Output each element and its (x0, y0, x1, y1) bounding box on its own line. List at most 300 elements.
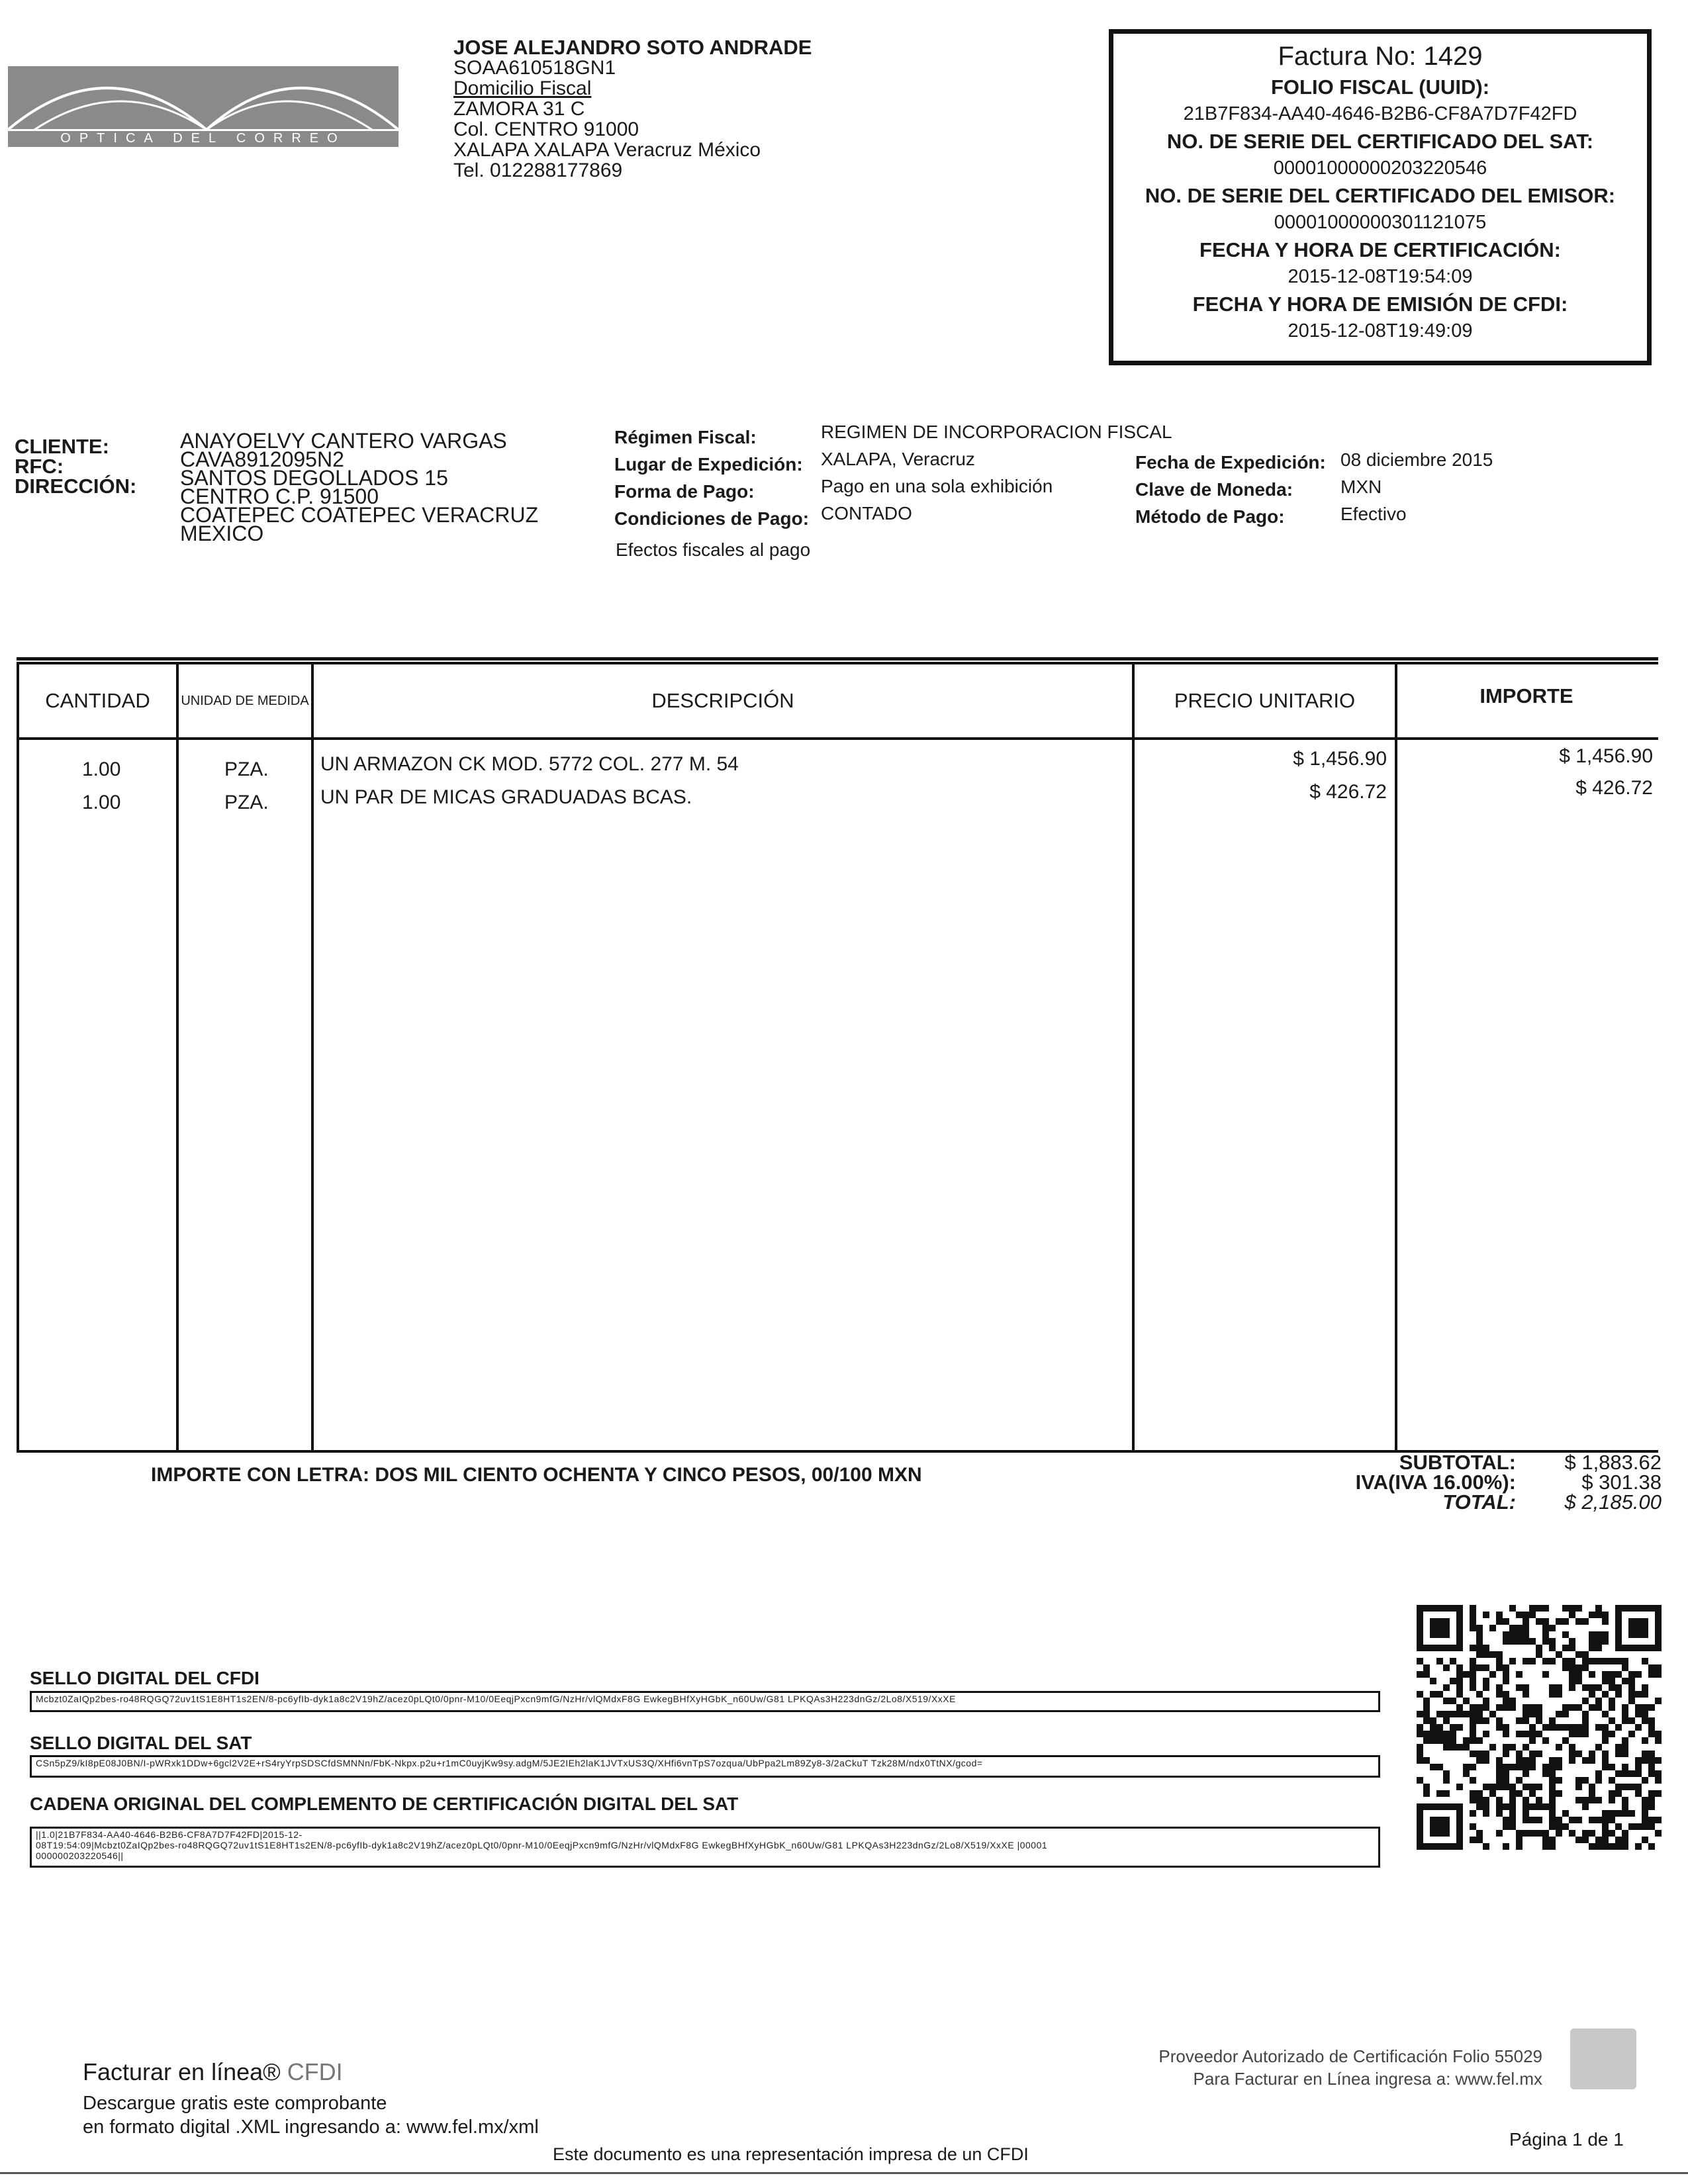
qr-module (1417, 1658, 1423, 1664)
qr-module (1622, 1803, 1628, 1810)
qr-module (1569, 1645, 1575, 1651)
qr-module (1542, 1770, 1549, 1777)
qr-module (1602, 1638, 1609, 1645)
qr-module (1496, 1618, 1503, 1625)
issuer-address-line: XALAPA XALAPA Veracruz México (453, 139, 761, 161)
qr-module (1549, 1717, 1556, 1724)
qr-module (1496, 1691, 1503, 1698)
qr-module (1589, 1784, 1595, 1790)
qr-module (1476, 1638, 1483, 1645)
qr-module (1523, 1744, 1529, 1751)
qr-module (1575, 1837, 1582, 1843)
qr-module (1589, 1751, 1595, 1757)
qr-module (1476, 1691, 1483, 1698)
qr-module (1536, 1751, 1542, 1757)
qr-module (1503, 1638, 1509, 1645)
qr-module (1523, 1784, 1529, 1790)
qr-module (1589, 1843, 1595, 1850)
iva-label: IVA(IVA 16.00%): (1355, 1471, 1516, 1494)
qr-module (1648, 1671, 1655, 1678)
subtotal-label: SUBTOTAL: (1399, 1451, 1516, 1474)
sello-cfdi-label: SELLO DIGITAL DEL CFDI (30, 1668, 259, 1688)
qr-module (1602, 1618, 1609, 1625)
qr-module (1516, 1731, 1523, 1737)
metodo-label: Método de Pago: (1135, 506, 1285, 527)
qr-module (1496, 1651, 1503, 1658)
serie-sat-label: NO. DE SERIE DEL CERTIFICADO DEL SAT: (1166, 130, 1594, 153)
qr-module (1609, 1658, 1615, 1664)
qr-module (1622, 1843, 1628, 1850)
qr-module (1456, 1704, 1463, 1711)
representation-note: Este documento es una representación impresa de un CFDI (553, 2144, 1029, 2164)
qr-module (1496, 1612, 1503, 1618)
qr-module (1483, 1678, 1489, 1684)
issuer-address-line: Col. CENTRO 91000 (453, 118, 639, 140)
qr-module (1575, 1605, 1582, 1612)
qr-module (1569, 1684, 1575, 1691)
qr-module (1569, 1671, 1575, 1678)
cadena-line: ||1.0|21B7F834-AA40-4646-B2B6-CF8A7D7F42FD|2015-12- (36, 1829, 303, 1840)
qr-module (1575, 1671, 1582, 1678)
qr-module (1648, 1717, 1655, 1724)
qr-module (1642, 1751, 1648, 1757)
qr-module (1609, 1797, 1615, 1803)
qr-module (1430, 1764, 1436, 1770)
qr-module (1496, 1704, 1503, 1711)
qr-module (1503, 1784, 1509, 1790)
qr-module (1582, 1837, 1589, 1843)
qr-module (1423, 1731, 1430, 1737)
qr-module (1556, 1651, 1562, 1658)
qr-module (1595, 1704, 1602, 1711)
qr-module (1569, 1664, 1575, 1671)
qr-module (1542, 1605, 1549, 1612)
qr-module (1523, 1711, 1529, 1717)
bottom-rule (0, 2172, 1688, 2174)
qr-module (1476, 1645, 1483, 1651)
qr-module (1582, 1698, 1589, 1704)
qr-module (1562, 1658, 1569, 1664)
qr-module (1569, 1830, 1575, 1837)
qr-module (1562, 1823, 1569, 1830)
qr-module (1476, 1797, 1483, 1803)
payment-labels (1135, 449, 1326, 530)
qr-module (1582, 1618, 1589, 1625)
qr-module (1602, 1691, 1609, 1698)
qr-module (1622, 1658, 1628, 1664)
qr-module (1523, 1731, 1529, 1737)
qr-module (1456, 1691, 1463, 1698)
qr-module (1575, 1678, 1582, 1684)
qr-module (1529, 1764, 1536, 1770)
qr-module (1549, 1625, 1556, 1631)
qr-finder (1430, 1817, 1450, 1837)
qr-module (1483, 1803, 1489, 1810)
qr-module (1496, 1717, 1503, 1724)
qr-module (1423, 1664, 1430, 1671)
qr-module (1589, 1704, 1595, 1711)
qr-module (1463, 1744, 1470, 1751)
qr-module (1609, 1764, 1615, 1770)
regimen-label: Régimen Fiscal: (614, 427, 757, 447)
serie-emisor: 00001000000301121075 (1274, 212, 1487, 233)
fel-description (83, 2091, 539, 2139)
qr-module (1615, 1751, 1622, 1757)
qr-module (1523, 1691, 1529, 1698)
qr-module (1529, 1803, 1536, 1810)
qr-module (1642, 1797, 1648, 1803)
header-importe: IMPORTE (1479, 684, 1573, 707)
lugar-label: Lugar de Expedición: (614, 454, 803, 475)
qr-module (1556, 1777, 1562, 1784)
qr-module (1615, 1744, 1622, 1751)
qr-module (1463, 1764, 1470, 1770)
qr-module (1443, 1698, 1450, 1704)
qr-module (1417, 1731, 1423, 1737)
qr-module (1516, 1625, 1523, 1631)
qr-module (1569, 1704, 1575, 1711)
serie-emisor-label: NO. DE SERIE DEL CERTIFICADO DEL EMISOR: (1145, 184, 1616, 207)
qr-module (1516, 1757, 1523, 1764)
qr-module (1470, 1605, 1476, 1612)
iva-value: $ 301.38 (1581, 1471, 1662, 1494)
qr-module (1549, 1770, 1556, 1777)
qr-module (1642, 1837, 1648, 1843)
row-descripcion: UN ARMAZON CK MOD. 5772 COL. 277 M. 54 (320, 753, 739, 775)
qr-module (1595, 1605, 1602, 1612)
condiciones-label: Condiciones de Pago: (614, 508, 810, 529)
qr-module (1496, 1684, 1503, 1691)
qr-module (1509, 1764, 1516, 1770)
qr-module (1476, 1737, 1483, 1744)
qr-module (1443, 1790, 1450, 1797)
qr-module (1476, 1631, 1483, 1638)
qr-module (1423, 1698, 1430, 1704)
qr-module (1483, 1784, 1489, 1790)
column-divider (311, 664, 314, 1450)
qr-module (1436, 1737, 1443, 1744)
qr-module (1562, 1605, 1569, 1612)
qr-module (1489, 1625, 1496, 1631)
qr-module (1642, 1711, 1648, 1717)
qr-module (1549, 1797, 1556, 1803)
qr-module (1556, 1684, 1562, 1691)
table-header-divider (19, 737, 1658, 740)
qr-module (1582, 1711, 1589, 1717)
qr-module (1542, 1638, 1549, 1645)
qr-module (1622, 1830, 1628, 1837)
qr-module (1436, 1711, 1443, 1717)
qr-module (1569, 1817, 1575, 1823)
qr-module (1496, 1658, 1503, 1664)
qr-module (1503, 1777, 1509, 1784)
total-value: $ 2,185.00 (1564, 1490, 1662, 1514)
sello-sat-label: SELLO DIGITAL DEL SAT (30, 1733, 252, 1753)
fecha-value: 08 diciembre 2015 (1340, 449, 1493, 470)
qr-module (1575, 1704, 1582, 1711)
qr-module (1628, 1684, 1635, 1691)
table-top-rule (17, 657, 1658, 660)
qr-module (1615, 1684, 1622, 1691)
qr-module (1542, 1837, 1549, 1843)
qr-module (1523, 1631, 1529, 1638)
qr-module (1430, 1678, 1436, 1684)
qr-module (1476, 1830, 1483, 1837)
qr-module (1549, 1658, 1556, 1664)
qr-module (1417, 1711, 1423, 1717)
row-unidad: PZA. (224, 758, 269, 780)
qr-module (1509, 1797, 1516, 1803)
qr-module (1589, 1684, 1595, 1691)
qr-module (1602, 1612, 1609, 1618)
qr-module (1648, 1751, 1655, 1757)
qr-module (1476, 1790, 1483, 1797)
qr-module (1436, 1691, 1443, 1698)
qr-module (1503, 1731, 1509, 1737)
qr-module (1622, 1784, 1628, 1790)
provider-line: Proveedor Autorizado de Certificación Folio 55029 (1158, 2046, 1542, 2066)
qr-module (1602, 1837, 1609, 1843)
qr-module (1582, 1658, 1589, 1664)
fiscal-values (821, 418, 1172, 527)
qr-module (1622, 1770, 1628, 1777)
qr-module (1582, 1651, 1589, 1658)
qr-module (1542, 1803, 1549, 1810)
qr-module (1615, 1843, 1622, 1850)
qr-module (1602, 1724, 1609, 1731)
qr-module (1496, 1664, 1503, 1671)
qr-module (1536, 1605, 1542, 1612)
qr-module (1470, 1764, 1476, 1770)
qr-module (1602, 1631, 1609, 1638)
qr-module (1536, 1717, 1542, 1724)
sello-sat-value: CSn5pZ9/kI8pE08J0BN/I-pWRxk1DDw+6gcl2V2E+rS4ryYrpSDSCfdSMNNn/FbK-Nkpx.p2u+r1mC0uyjKw9sy.adgM/5JE2IEh2laK1JVTxUS3Q/XHfi6vnTpS7ozqua/UbPpa2Lm89Zy8-3/2aCkuT Tzk28M/ndx0TtNX/gcod= (36, 1758, 983, 1768)
qr-module (1609, 1830, 1615, 1837)
sello-cfdi-value: Mcbzt0ZaIQp2bes-ro48RQGQ72uv1tS1E8HT1s2EN/8-pc6yfIb-dyk1a8c2V19hZ/acez0pLQt0/0pnr-M10/0EeqjPxcn9mfG/NzHr/vlQMdxF8G EwkegBHfXyHGbK_n60Uw/G81 LPKQAs3H223dnGz/2Lo8/X519/XxXE (36, 1694, 956, 1704)
qr-module (1575, 1817, 1582, 1823)
qr-module (1595, 1638, 1602, 1645)
qr-module (1556, 1764, 1562, 1770)
qr-module (1436, 1731, 1443, 1737)
page-number: Página 1 de 1 (1509, 2129, 1624, 2150)
qr-module (1609, 1678, 1615, 1684)
row-cantidad: 1.00 (82, 758, 121, 780)
qr-module (1423, 1737, 1430, 1744)
qr-module (1575, 1651, 1582, 1658)
qr-module (1648, 1790, 1655, 1797)
qr-module (1542, 1830, 1549, 1837)
fel-desc-line: Descargue gratis este comprobante (83, 2093, 387, 2114)
qr-module (1622, 1664, 1628, 1671)
qr-module (1589, 1612, 1595, 1618)
qr-module (1582, 1777, 1589, 1784)
qr-module (1549, 1764, 1556, 1770)
qr-module (1529, 1757, 1536, 1764)
qr-module (1523, 1625, 1529, 1631)
qr-module (1450, 1737, 1456, 1744)
qr-module (1536, 1797, 1542, 1803)
qr-module (1516, 1843, 1523, 1850)
client-name: ANAYOELVY CANTERO VARGAS (180, 429, 507, 453)
qr-module (1529, 1612, 1536, 1618)
qr-module (1496, 1770, 1503, 1777)
qr-module (1615, 1823, 1622, 1830)
qr-module (1483, 1698, 1489, 1704)
qr-module (1609, 1684, 1615, 1691)
qr-module (1523, 1658, 1529, 1664)
qr-module (1509, 1605, 1516, 1612)
qr-module (1443, 1711, 1450, 1717)
qr-module (1569, 1638, 1575, 1645)
items-table (17, 662, 1658, 1453)
importe-con-letra: IMPORTE CON LETRA: DOS MIL CIENTO OCHENTA Y CINCO PESOS, 00/100 MXN (151, 1464, 922, 1486)
qr-module (1628, 1717, 1635, 1724)
fecha-label: Fecha de Expedición: (1135, 452, 1326, 473)
column-divider (176, 664, 179, 1450)
cadena-line: 08T19:54:09|Mcbzt0ZaIQp2bes-ro48RQGQ72uv1tS1E8HT1s2EN/8-pc6yfIb-dyk1a8c2V19hZ/acez0pLQt0/0pnr-M10/0EeqjPxcn9mfG/NzHr/vlQMdxF8G EwkegBHfXyHGbK_n60Uw/G81 LPKQAs3H223dnGz/2Lo8/X519/XxXE |00001 (36, 1840, 1048, 1850)
qr-module (1450, 1698, 1456, 1704)
qr-module (1549, 1645, 1556, 1651)
qr-module (1476, 1625, 1483, 1631)
qr-module (1536, 1711, 1542, 1717)
qr-module (1648, 1757, 1655, 1764)
qr-module (1635, 1691, 1642, 1698)
qr-module (1503, 1664, 1509, 1671)
qr-module (1542, 1737, 1549, 1744)
qr-module (1622, 1837, 1628, 1843)
qr-module (1582, 1684, 1589, 1691)
qr-module (1483, 1684, 1489, 1691)
qr-module (1470, 1704, 1476, 1711)
qr-module (1423, 1711, 1430, 1717)
invoice-info-box (1109, 29, 1652, 365)
qr-module (1642, 1803, 1648, 1810)
qr-module (1642, 1684, 1648, 1691)
qr-module (1503, 1724, 1509, 1731)
qr-module (1628, 1823, 1635, 1830)
qr-module (1523, 1764, 1529, 1770)
qr-module (1562, 1704, 1569, 1711)
qr-module (1562, 1810, 1569, 1817)
client-address-line: SANTOS DEGOLLADOS 15 (180, 466, 448, 490)
qr-module (1549, 1757, 1556, 1764)
qr-module (1536, 1645, 1542, 1651)
qr-module (1556, 1817, 1562, 1823)
qr-module (1456, 1684, 1463, 1691)
qr-module (1516, 1671, 1523, 1678)
qr-module (1509, 1704, 1516, 1711)
qr-module (1615, 1671, 1622, 1678)
qr-module (1562, 1724, 1569, 1731)
qr-module (1523, 1770, 1529, 1777)
qr-module (1648, 1770, 1655, 1777)
qr-module (1417, 1724, 1423, 1731)
qr-module (1595, 1658, 1602, 1664)
qr-module (1483, 1797, 1489, 1803)
qr-module (1556, 1823, 1562, 1830)
row-importe: $ 426.72 (1575, 777, 1653, 799)
provider-info (1112, 2045, 1542, 2090)
qr-module (1602, 1658, 1609, 1664)
issuer-rfc: SOAA610518GN1 (453, 57, 616, 79)
qr-module (1470, 1671, 1476, 1678)
qr-module (1569, 1751, 1575, 1757)
qr-module (1569, 1605, 1575, 1612)
qr-module (1595, 1612, 1602, 1618)
qr-module (1642, 1777, 1648, 1784)
qr-module (1430, 1724, 1436, 1731)
qr-module (1622, 1704, 1628, 1711)
qr-module (1628, 1784, 1635, 1790)
qr-module (1549, 1790, 1556, 1797)
qr-module (1443, 1684, 1450, 1691)
qr-module (1456, 1784, 1463, 1790)
qr-module (1648, 1731, 1655, 1737)
qr-module (1609, 1817, 1615, 1823)
client-values (180, 429, 539, 545)
qr-module (1470, 1645, 1476, 1651)
qr-module (1496, 1797, 1503, 1803)
qr-module (1503, 1843, 1509, 1850)
qr-module (1628, 1691, 1635, 1698)
qr-module (1443, 1744, 1450, 1751)
qr-module (1595, 1645, 1602, 1651)
qr-module (1423, 1757, 1430, 1764)
direccion-label: DIRECCIÓN: (15, 475, 137, 498)
qr-module (1549, 1784, 1556, 1790)
qr-module (1569, 1678, 1575, 1684)
qr-module (1430, 1717, 1436, 1724)
qr-module (1529, 1711, 1536, 1717)
qr-module (1642, 1810, 1648, 1817)
qr-module (1582, 1757, 1589, 1764)
qr-module (1430, 1691, 1436, 1698)
qr-module (1443, 1737, 1450, 1744)
qr-module (1470, 1810, 1476, 1817)
qr-module (1602, 1810, 1609, 1817)
qr-module (1648, 1764, 1655, 1770)
qr-module (1562, 1618, 1569, 1625)
qr-module (1436, 1658, 1443, 1664)
qr-module (1523, 1810, 1529, 1817)
qr-module (1489, 1711, 1496, 1717)
qr-module (1503, 1823, 1509, 1830)
qr-module (1456, 1711, 1463, 1717)
qr-module (1509, 1658, 1516, 1664)
qr-module (1483, 1704, 1489, 1711)
logo-text: OPTICA DEL CORREO (8, 129, 399, 146)
header-unidad: UNIDAD DE MEDIDA (181, 694, 309, 708)
qr-module (1430, 1737, 1436, 1744)
qr-module (1595, 1684, 1602, 1691)
qr-module (1516, 1751, 1523, 1757)
qr-module (1602, 1764, 1609, 1770)
qr-module (1443, 1664, 1450, 1671)
qr-module (1536, 1784, 1542, 1790)
qr-module (1549, 1777, 1556, 1784)
qr-module (1595, 1837, 1602, 1843)
qr-module (1655, 1731, 1662, 1737)
qr-module (1503, 1764, 1509, 1770)
qr-module (1542, 1724, 1549, 1731)
qr-module (1628, 1810, 1635, 1817)
qr-module (1642, 1691, 1648, 1698)
qr-module (1622, 1744, 1628, 1751)
row-precio: $ 426.72 (1309, 781, 1387, 803)
fel-desc-line: en formato digital .XML ingresando a: www.fel.mx/xml (83, 2116, 539, 2138)
qr-module (1443, 1717, 1450, 1724)
qr-module (1443, 1770, 1450, 1777)
